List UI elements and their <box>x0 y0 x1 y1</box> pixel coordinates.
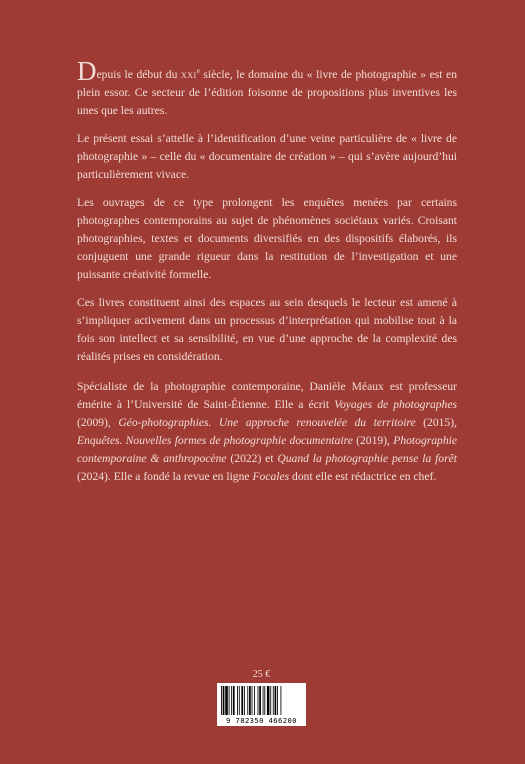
barcode-bar <box>221 686 222 715</box>
barcode-bar <box>233 686 235 715</box>
bio-text: (2024). Elle a fondé la revue en ligne <box>77 470 253 483</box>
isbn-digits: 9 782350 466200 <box>226 716 297 725</box>
blurb-paragraph-1 <box>77 56 457 120</box>
barcode-bar <box>252 686 253 715</box>
book-title: Photographie contemporaine & anthropocène <box>77 434 458 465</box>
barcode-bar <box>247 686 248 715</box>
barcode-bar <box>223 686 225 715</box>
book-title: Géo-photographies. Une approche renouvelée du territoire <box>118 416 416 429</box>
barcode-bar <box>267 686 270 715</box>
barcode-bar <box>254 686 255 715</box>
barcode-bar <box>225 686 228 715</box>
book-title: Voyages de photographes <box>334 398 458 411</box>
barcode-bar <box>259 686 261 715</box>
bio-text: dont elle est rédactrice en chef. <box>289 470 437 483</box>
author-bio <box>77 378 457 496</box>
barcode-bar <box>273 686 274 715</box>
blurb-text: siècle, le domaine du « livre de photographie » est en plein essor. Ce secteur de l’édition foisonne de propositions plus inventives les unes que les autres. <box>77 68 457 117</box>
barcode-bar <box>270 686 271 715</box>
drop-cap: D <box>77 56 97 86</box>
journal-title: Focales <box>252 470 290 483</box>
barcode-bar <box>281 686 282 715</box>
barcode-bars <box>217 683 306 717</box>
barcode-bar <box>244 686 245 715</box>
book-title: Quand la photographie pense la forêt <box>277 452 457 465</box>
blurb-paragraph-2: Le présent essai s’attelle à l’identification d’une veine particulière de « livre de photographie » – celle du « documentaire de création » – qui s’avère aujourd’hui particulièrement vivace. <box>77 132 457 181</box>
bio-text: (2022) et <box>226 452 278 465</box>
barcode-bar <box>241 686 243 715</box>
blurb <box>77 56 457 376</box>
century-superscript: e <box>196 67 200 76</box>
barcode-bar <box>275 686 277 715</box>
barcode-bar <box>258 686 259 715</box>
barcode-bar <box>249 686 251 715</box>
blurb-paragraph-3: Les ouvrages de ce type prolongent les enquêtes menées par certains photographes contemporains au sujet de phénomènes sociétaux variés. Croisant photographies, textes et documents diversifiés en des dispositifs élaborés, ils conjuguent une grande rigueur dans la restitution de l’investigation et une puissante créativité formelle. <box>77 196 457 281</box>
bio-text: Spécialiste de la photographie contemporaine, Danièle Méaux est professeur émérite à l’Université de Saint-Étienne. Elle a écrit <box>77 380 457 411</box>
price-and-barcode <box>217 668 306 726</box>
barcode-bar <box>239 686 240 715</box>
isbn-barcode <box>217 683 306 726</box>
barcode-bar <box>263 686 264 715</box>
barcode-bar <box>237 686 238 715</box>
price-label: 25 € <box>252 669 271 680</box>
barcode-bar <box>229 686 230 715</box>
book-title: Enquêtes. Nouvelles formes de photographie documentaire <box>77 434 353 447</box>
blurb-text: epuis le début du <box>96 68 181 81</box>
blurb-paragraph-4: Ces livres constituent ainsi des espaces au sein desquels le lecteur est amené à s’impliquer activement dans un processus d’interprétation qui mobilise tout à la fois son intellect et sa sensibilité, en vue d’une approche de la complexité des réalités prises en considération. <box>77 296 457 363</box>
barcode-bar <box>264 686 265 715</box>
bio-text: (2009), <box>77 416 119 429</box>
bio-text: (2015), <box>415 416 457 429</box>
barcode-bar <box>277 686 278 715</box>
barcode-bar <box>231 686 232 715</box>
century-numeral: xxi <box>180 68 197 81</box>
author-bio-paragraph <box>77 378 457 486</box>
bio-text: (2019), <box>352 434 394 447</box>
